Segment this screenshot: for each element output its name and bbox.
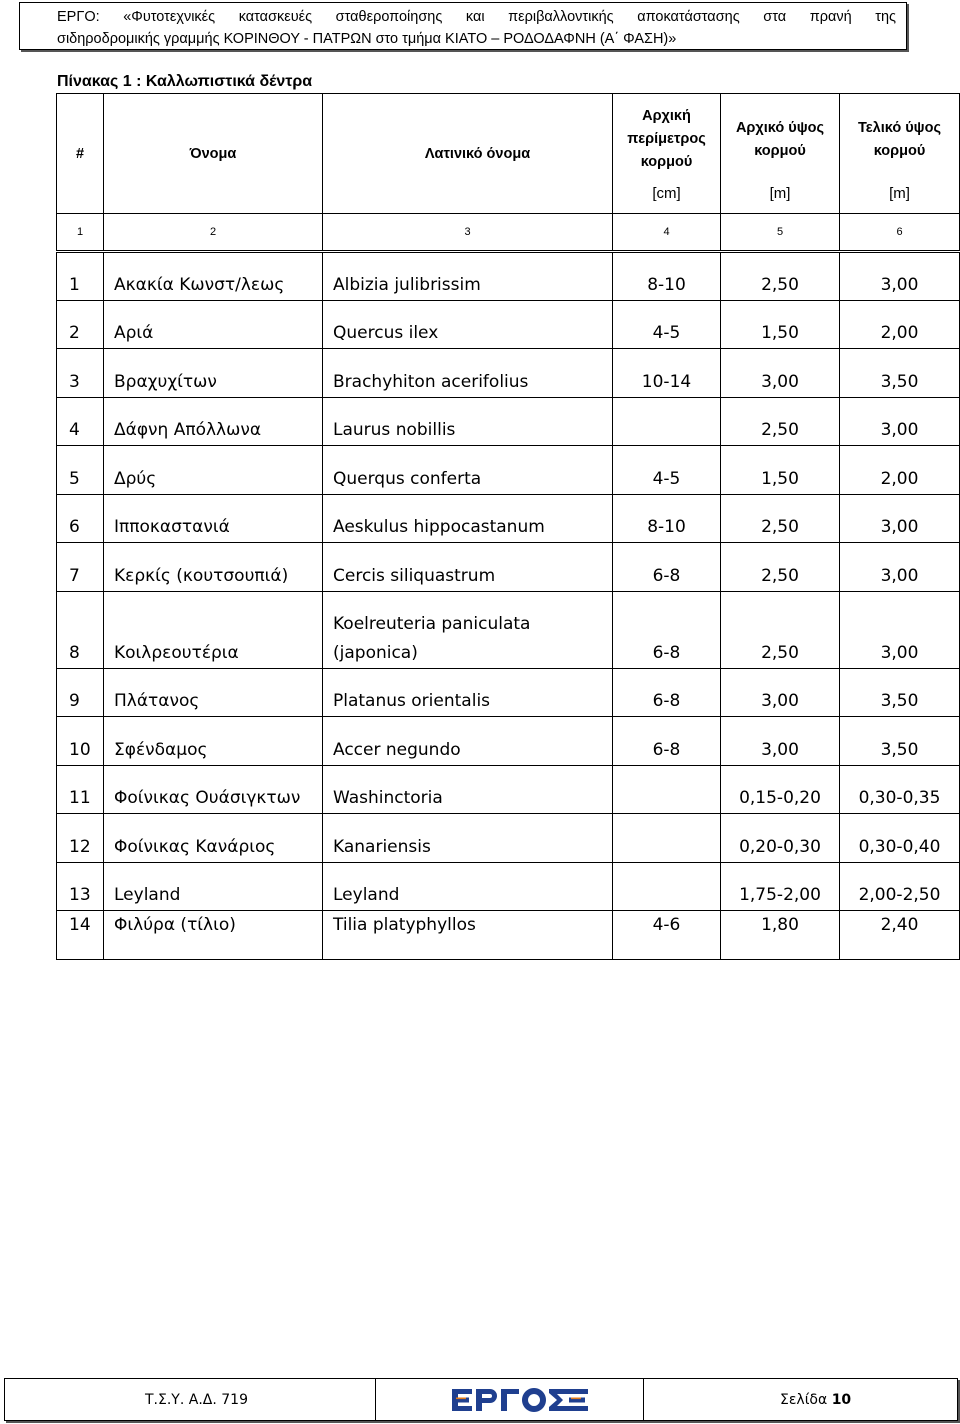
ergose-logo xyxy=(452,1387,588,1413)
table-row xyxy=(57,494,960,543)
column-number: 2 xyxy=(104,214,323,252)
final-height: 3,00 xyxy=(840,543,960,592)
tree-latin-name-line-2: (japonica) xyxy=(333,642,418,663)
tree-name: Βραχυχίτων xyxy=(104,349,323,398)
header-line-1: ΕΡΓΟ: «Φυτοτεχνικές κατασκευές σταθεροποίησης και περιβαλλοντικής αποκατάστασης στα πρανή της xyxy=(57,9,896,25)
tree-latin-name: Leyland xyxy=(323,862,613,911)
page-number: 10 xyxy=(831,1392,852,1408)
final-height: 3,50 xyxy=(840,668,960,717)
tree-name: Δάφνη Απόλλωνα xyxy=(104,397,323,446)
trunk-perimeter: 4-5 xyxy=(613,446,721,495)
initial-height: 2,50 xyxy=(721,494,840,543)
final-height: 3,00 xyxy=(840,591,960,668)
initial-height: 2,50 xyxy=(721,397,840,446)
column-number: 3 xyxy=(323,214,613,252)
tree-latin-name: Quercus ilex xyxy=(323,300,613,349)
trunk-perimeter xyxy=(613,862,721,911)
tree-name: Πλάτανος xyxy=(104,668,323,717)
column-number: 1 xyxy=(57,214,104,252)
row-index: 14 xyxy=(57,911,104,960)
trunk-perimeter: 10-14 xyxy=(613,349,721,398)
tree-latin-name: Washinctoria xyxy=(323,765,613,814)
tree-latin-name: Querqus conferta xyxy=(323,446,613,495)
table-row xyxy=(57,300,960,349)
tree-latin-name: Cercis siliquastrum xyxy=(323,543,613,592)
col-header-init-height xyxy=(721,94,840,214)
row-index: 3 xyxy=(57,349,104,398)
tree-latin-name-line-1: Koelreuteria paniculata xyxy=(333,613,531,634)
trunk-perimeter: 6-8 xyxy=(613,717,721,766)
col-header-final-height xyxy=(840,94,960,214)
footer-page xyxy=(780,1392,851,1408)
tree-name: Leyland xyxy=(104,862,323,911)
trees-table xyxy=(56,93,960,960)
initial-height: 1,50 xyxy=(721,446,840,495)
initial-height: 2,50 xyxy=(721,543,840,592)
table-row xyxy=(57,252,960,301)
row-index: 12 xyxy=(57,814,104,863)
table-row xyxy=(57,814,960,863)
initial-height: 2,50 xyxy=(721,591,840,668)
trunk-perimeter xyxy=(613,814,721,863)
trunk-perimeter xyxy=(613,765,721,814)
row-index: 9 xyxy=(57,668,104,717)
initial-height: 1,80 xyxy=(721,911,840,960)
initial-height: 0,15-0,20 xyxy=(721,765,840,814)
document-header xyxy=(19,2,907,50)
tree-latin-name: Albizia julibrissim xyxy=(323,252,613,301)
initial-height: 3,00 xyxy=(721,349,840,398)
row-index: 5 xyxy=(57,446,104,495)
tree-latin-name: Accer negundo xyxy=(323,717,613,766)
table-row xyxy=(57,397,960,446)
page-label: Σελίδα xyxy=(780,1392,828,1408)
tree-name: Φοίνικας Ουάσιγκτων xyxy=(104,765,323,814)
table-row xyxy=(57,591,960,668)
trunk-perimeter: 8-10 xyxy=(613,494,721,543)
initial-height: 3,00 xyxy=(721,668,840,717)
initial-height: 2,50 xyxy=(721,252,840,301)
table-row xyxy=(57,862,960,911)
row-index: 8 xyxy=(57,591,104,668)
col-header-idx: # xyxy=(57,94,104,214)
col-header-perimeter xyxy=(613,94,721,214)
initial-height: 1,50 xyxy=(721,300,840,349)
row-index: 10 xyxy=(57,717,104,766)
tree-name: Ιπποκαστανιά xyxy=(104,494,323,543)
tree-latin-name: Brachyhiton acerifolius xyxy=(323,349,613,398)
row-index: 11 xyxy=(57,765,104,814)
initial-height: 0,20-0,30 xyxy=(721,814,840,863)
column-number-row xyxy=(57,214,960,252)
col-header-init-height-unit: [m] xyxy=(769,184,791,202)
tree-latin-name xyxy=(323,591,613,668)
col-header-name: Όνομα xyxy=(104,94,323,214)
row-index: 6 xyxy=(57,494,104,543)
col-header-perimeter-label: Αρχική περίμετρος κορμού xyxy=(627,108,706,170)
row-index: 7 xyxy=(57,543,104,592)
col-header-final-height-unit: [m] xyxy=(889,184,910,202)
final-height: 3,00 xyxy=(840,252,960,301)
initial-height: 1,75-2,00 xyxy=(721,862,840,911)
row-index: 4 xyxy=(57,397,104,446)
column-number: 4 xyxy=(613,214,721,252)
table-header-row xyxy=(57,94,960,214)
table-row xyxy=(57,349,960,398)
col-header-perimeter-unit: [cm] xyxy=(652,184,681,202)
col-header-final-height-label: Τελικό ύψος κορμού xyxy=(857,119,941,159)
table-row xyxy=(57,765,960,814)
row-index: 13 xyxy=(57,862,104,911)
final-height: 2,40 xyxy=(840,911,960,960)
trunk-perimeter: 6-8 xyxy=(613,591,721,668)
tree-latin-name: Kanariensis xyxy=(323,814,613,863)
header-line-2: σιδηροδρομικής γραμμής ΚΟΡΙΝΘΟΥ - ΠΑΤΡΩΝ στο τμήμα ΚΙΑΤΟ – ΡΟΔΟΔΑΦΝΗ (Α΄ ΦΑΣΗ)» xyxy=(57,31,677,47)
tree-name: Ακακία Κωνστ/λεως xyxy=(104,252,323,301)
trunk-perimeter: 6-8 xyxy=(613,543,721,592)
tree-latin-name: Laurus nobillis xyxy=(323,397,613,446)
table-title: Πίνακας 1 : Καλλωπιστικά δέντρα xyxy=(57,73,313,90)
final-height: 0,30-0,35 xyxy=(840,765,960,814)
trunk-perimeter: 4-6 xyxy=(613,911,721,960)
footer-divider xyxy=(643,1379,644,1420)
table-row xyxy=(57,543,960,592)
trunk-perimeter: 8-10 xyxy=(613,252,721,301)
table-row xyxy=(57,717,960,766)
final-height: 3,00 xyxy=(840,494,960,543)
final-height: 2,00 xyxy=(840,446,960,495)
table-row xyxy=(57,911,960,960)
final-height: 2,00-2,50 xyxy=(840,862,960,911)
tree-name: Κοιλρεουτέρια xyxy=(104,591,323,668)
tree-latin-name: Tilia platyphyllos xyxy=(323,911,613,960)
final-height: 0,30-0,40 xyxy=(840,814,960,863)
column-number: 6 xyxy=(840,214,960,252)
final-height: 3,50 xyxy=(840,349,960,398)
tree-name: Φοίνικας Κανάριος xyxy=(104,814,323,863)
tree-name: Φιλύρα (τίλιο) xyxy=(104,911,323,960)
table-row xyxy=(57,668,960,717)
final-height: 2,00 xyxy=(840,300,960,349)
initial-height: 3,00 xyxy=(721,717,840,766)
tree-name: Κερκίς (κουτσουπιά) xyxy=(104,543,323,592)
column-number: 5 xyxy=(721,214,840,252)
document-footer xyxy=(4,1378,958,1421)
final-height: 3,00 xyxy=(840,397,960,446)
row-index: 1 xyxy=(57,252,104,301)
col-header-latin: Λατινικό όνομα xyxy=(323,94,613,214)
table-row xyxy=(57,446,960,495)
col-header-init-height-label: Αρχικό ύψος κορμού xyxy=(735,119,825,159)
row-index: 2 xyxy=(57,300,104,349)
tree-name: Σφένδαμος xyxy=(104,717,323,766)
tree-latin-name: Platanus orientalis xyxy=(323,668,613,717)
tree-name: Αριά xyxy=(104,300,323,349)
final-height: 3,50 xyxy=(840,717,960,766)
trunk-perimeter: 6-8 xyxy=(613,668,721,717)
trunk-perimeter: 4-5 xyxy=(613,300,721,349)
footer-divider xyxy=(375,1379,376,1420)
footer-reference: Τ.Σ.Υ. Α.Δ. 719 xyxy=(145,1392,248,1408)
tree-name: Δρύς xyxy=(104,446,323,495)
tree-latin-name: Aeskulus hippocastanum xyxy=(323,494,613,543)
trunk-perimeter xyxy=(613,397,721,446)
